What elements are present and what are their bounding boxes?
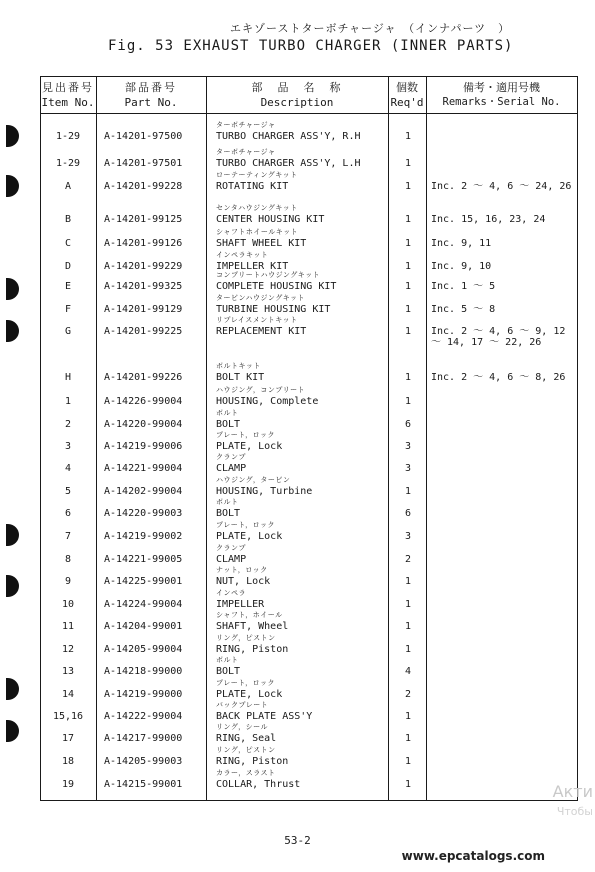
part-number: A-14201-99226 — [104, 372, 183, 383]
description-cell — [216, 746, 289, 767]
description-cell — [216, 386, 319, 407]
description-text: SHAFT, Wheel — [216, 621, 289, 632]
part-number: A-14221-99005 — [104, 554, 183, 565]
remarks: Inc. 5 ～ 8 — [431, 304, 496, 315]
description-text: TURBO CHARGER ASS'Y, L.H — [216, 158, 361, 169]
part-number: A-14205-99003 — [104, 756, 183, 767]
item-number: 15,16 — [52, 711, 84, 722]
description-cell — [216, 228, 307, 249]
description-cell — [216, 589, 265, 610]
part-number: A-14201-97500 — [104, 131, 183, 142]
item-number: 1 — [64, 396, 72, 407]
description-kana: ハウジング，コンプリート — [216, 386, 306, 394]
description-text: REPLACEMENT KIT — [216, 326, 307, 337]
part-number: A-14221-99004 — [104, 463, 183, 474]
description-text: BOLT — [216, 508, 241, 519]
item-number: A — [64, 181, 72, 192]
description-cell — [216, 148, 361, 169]
item-number: 17 — [61, 733, 75, 744]
part-number: A-14222-99004 — [104, 711, 183, 722]
quantity-required: 3 — [404, 531, 412, 542]
description-text: CLAMP — [216, 554, 247, 565]
description-text: IMPELLER — [216, 599, 265, 610]
description-kana: シャフトホイールキット — [216, 228, 299, 236]
description-text: TURBO CHARGER ASS'Y, R.H — [216, 131, 361, 142]
binder-hole — [6, 320, 19, 342]
description-cell — [216, 701, 313, 722]
quantity-required: 1 — [404, 576, 412, 587]
binder-hole — [6, 575, 19, 597]
header-item-no: 見出番号 Item No. — [41, 81, 95, 109]
quantity-required: 1 — [404, 131, 412, 142]
quantity-required: 2 — [404, 689, 412, 700]
description-cell — [216, 362, 265, 383]
quantity-required: 1 — [404, 756, 412, 767]
part-number: A-14201-99325 — [104, 281, 183, 292]
description-kana: ターボチャージャ — [216, 121, 276, 129]
description-cell — [216, 656, 241, 677]
description-text: RING, Piston — [216, 644, 289, 655]
quantity-required: 1 — [404, 214, 412, 225]
item-number: 13 — [61, 666, 75, 677]
item-number: B — [64, 214, 72, 225]
quantity-required: 1 — [404, 326, 412, 337]
item-number: D — [64, 261, 72, 272]
description-cell — [216, 271, 337, 292]
description-text: HOUSING, Complete — [216, 396, 319, 407]
description-kana: ハウジング，タービン — [216, 476, 291, 484]
quantity-required: 1 — [404, 304, 412, 315]
description-text: PLATE, Lock — [216, 531, 283, 542]
quantity-required: 1 — [404, 621, 412, 632]
part-number: A-14220-99003 — [104, 508, 183, 519]
description-text: COMPLETE HOUSING KIT — [216, 281, 337, 292]
description-text: RING, Seal — [216, 733, 277, 744]
part-number: A-14205-99004 — [104, 644, 183, 655]
description-cell — [216, 121, 361, 142]
description-kana: インペラキット — [216, 251, 269, 259]
description-cell — [216, 521, 283, 542]
item-number: 19 — [61, 779, 75, 790]
binder-hole — [6, 720, 19, 742]
description-cell — [216, 476, 313, 497]
description-kana: ボルト — [216, 656, 239, 664]
description-kana: ナット，ロック — [216, 566, 268, 574]
remarks: Inc. 9, 11 — [431, 238, 492, 249]
header-remarks: 備考・適用号機 Remarks・Serial No. — [442, 81, 561, 108]
item-number: 11 — [61, 621, 75, 632]
part-number: A-14201-99228 — [104, 181, 183, 192]
part-number: A-14215-99001 — [104, 779, 183, 790]
quantity-required: 1 — [404, 281, 412, 292]
part-number: A-14202-99004 — [104, 486, 183, 497]
part-number: A-14219-99006 — [104, 441, 183, 452]
part-number: A-14201-99229 — [104, 261, 183, 272]
description-kana: プレート，ロック — [216, 679, 275, 687]
binder-hole — [6, 678, 19, 700]
part-number: A-14201-99126 — [104, 238, 183, 249]
website-url: www.epcatalogs.com — [401, 849, 545, 863]
description-kana: センタハウジングキット — [216, 204, 298, 212]
part-number: A-14201-99129 — [104, 304, 183, 315]
item-number: 1-29 — [55, 158, 81, 169]
watermark-subtext: Чтобы — [556, 805, 593, 818]
header-description: 部 品 名 称 Description — [251, 81, 343, 109]
column-divider — [577, 76, 578, 801]
quantity-required: 1 — [404, 261, 412, 272]
quantity-required: 3 — [404, 463, 412, 474]
item-number: C — [64, 238, 72, 249]
quantity-required: 1 — [404, 396, 412, 407]
item-number: 12 — [61, 644, 75, 655]
item-number: 2 — [64, 419, 72, 430]
part-number: A-14225-99001 — [104, 576, 183, 587]
description-text: TURBINE HOUSING KIT — [216, 304, 331, 315]
quantity-required: 1 — [404, 181, 412, 192]
description-kana: リプレイスメントキット — [216, 316, 298, 324]
description-cell — [216, 204, 325, 225]
description-text: BOLT — [216, 419, 241, 430]
description-kana: ローテーティングキット — [216, 171, 298, 179]
part-number: A-14219-99000 — [104, 689, 183, 700]
binder-hole — [6, 278, 19, 300]
description-cell — [216, 769, 301, 790]
description-cell — [216, 453, 247, 474]
part-number: A-14224-99004 — [104, 599, 183, 610]
item-number: H — [64, 372, 72, 383]
description-kana: クランプ — [216, 544, 246, 552]
item-number: G — [64, 326, 72, 337]
quantity-required: 1 — [404, 733, 412, 744]
quantity-required: 1 — [404, 599, 412, 610]
column-divider — [96, 76, 97, 801]
description-kana: バックプレート — [216, 701, 269, 709]
part-number: A-14217-99000 — [104, 733, 183, 744]
column-divider — [206, 76, 207, 801]
description-text: PLATE, Lock — [216, 689, 283, 700]
description-cell — [216, 498, 241, 519]
description-cell — [216, 634, 289, 655]
description-text: ROTATING KIT — [216, 181, 289, 192]
item-number: 9 — [64, 576, 72, 587]
description-kana: リング，ピストン — [216, 634, 276, 642]
description-cell — [216, 316, 307, 337]
part-number: A-14204-99001 — [104, 621, 183, 632]
description-text: HOUSING, Turbine — [216, 486, 313, 497]
item-number: F — [64, 304, 72, 315]
description-kana: リング，ピストン — [216, 746, 276, 754]
remarks: Inc. 2 ～ 4, 6 ～ 24, 26 — [431, 181, 572, 192]
item-number: 18 — [61, 756, 75, 767]
quantity-required: 1 — [404, 372, 412, 383]
description-cell — [216, 723, 277, 744]
description-kana: インペラ — [216, 589, 246, 597]
part-number: A-14201-99125 — [104, 214, 183, 225]
figure-title-japanese: エキゾーストターボチャージャ （インナパーツ ） — [230, 22, 511, 35]
description-kana: プレート，ロック — [216, 521, 275, 529]
column-divider — [426, 76, 427, 801]
item-number: 7 — [64, 531, 72, 542]
remarks: Inc. 15, 16, 23, 24 — [431, 214, 546, 225]
description-kana: カラー，スラスト — [216, 769, 276, 777]
remarks: Inc. 2 ～ 4, 6 ～ 9, 12 ～ 14, 17 ～ 22, 26 — [431, 326, 566, 348]
quantity-required: 6 — [404, 419, 412, 430]
remarks: Inc. 9, 10 — [431, 261, 492, 272]
part-number: A-14226-99004 — [104, 396, 183, 407]
description-cell — [216, 171, 298, 192]
item-number: 8 — [64, 554, 72, 565]
description-kana: リング，シール — [216, 723, 268, 731]
binder-hole — [6, 524, 19, 546]
description-kana: ボルト — [216, 409, 239, 417]
remarks: Inc. 2 ～ 4, 6 ～ 8, 26 — [431, 372, 566, 383]
description-cell — [216, 679, 283, 700]
part-number: A-14201-99225 — [104, 326, 183, 337]
item-number: 14 — [61, 689, 75, 700]
description-cell — [216, 611, 289, 632]
quantity-required: 1 — [404, 711, 412, 722]
description-kana: コンプリートハウジングキット — [216, 271, 321, 279]
item-number: E — [64, 281, 72, 292]
description-kana: クランプ — [216, 453, 246, 461]
table-bottom-border — [40, 800, 577, 801]
description-kana: ターボチャージャ — [216, 148, 276, 156]
description-cell — [216, 566, 271, 587]
description-text: BACK PLATE ASS'Y — [216, 711, 313, 722]
description-kana: シャフト，ホイール — [216, 611, 283, 619]
quantity-required: 1 — [404, 486, 412, 497]
description-text: BOLT — [216, 666, 241, 677]
parts-table — [40, 76, 577, 801]
header-part-no: 部品番号 Part No. — [124, 81, 178, 109]
quantity-required: 1 — [404, 644, 412, 655]
description-kana: ボルト — [216, 498, 239, 506]
binder-hole — [6, 175, 19, 197]
item-number: 10 — [61, 599, 75, 610]
description-text: PLATE, Lock — [216, 441, 283, 452]
part-number: A-14201-97501 — [104, 158, 183, 169]
description-text: CLAMP — [216, 463, 247, 474]
quantity-required: 1 — [404, 779, 412, 790]
description-text: COLLAR, Thrust — [216, 779, 301, 790]
part-number: A-14218-99000 — [104, 666, 183, 677]
quantity-required: 6 — [404, 508, 412, 519]
description-cell — [216, 409, 241, 430]
description-cell — [216, 294, 331, 315]
description-kana: タービンハウジングキット — [216, 294, 306, 302]
item-number: 5 — [64, 486, 72, 497]
description-text: RING, Piston — [216, 756, 289, 767]
item-number: 1-29 — [55, 131, 81, 142]
watermark-text: Акти — [552, 782, 593, 801]
description-text: NUT, Lock — [216, 576, 271, 587]
description-text: IMPELLER KIT — [216, 261, 289, 272]
description-text: BOLT KIT — [216, 372, 265, 383]
page-number: 53-2 — [284, 834, 311, 847]
description-kana: ボルトキット — [216, 362, 261, 370]
description-cell — [216, 544, 247, 565]
quantity-required: 3 — [404, 441, 412, 452]
header-divider — [40, 113, 577, 114]
quantity-required: 1 — [404, 238, 412, 249]
description-text: CENTER HOUSING KIT — [216, 214, 325, 225]
remarks: Inc. 1 ～ 5 — [431, 281, 496, 292]
item-number: 3 — [64, 441, 72, 452]
column-divider — [388, 76, 389, 801]
figure-title: Fig. 53 EXHAUST TURBO CHARGER (INNER PARTS) — [108, 38, 514, 54]
description-cell — [216, 431, 283, 452]
description-text: SHAFT WHEEL KIT — [216, 238, 307, 249]
quantity-required: 4 — [404, 666, 412, 677]
description-kana: プレート，ロック — [216, 431, 275, 439]
quantity-required: 1 — [404, 158, 412, 169]
header-reqd: 個数 Req'd — [390, 81, 424, 109]
part-number: A-14219-99002 — [104, 531, 183, 542]
binder-hole — [6, 125, 19, 147]
quantity-required: 2 — [404, 554, 412, 565]
item-number: 6 — [64, 508, 72, 519]
item-number: 4 — [64, 463, 72, 474]
table-top-border — [40, 76, 577, 77]
part-number: A-14220-99004 — [104, 419, 183, 430]
